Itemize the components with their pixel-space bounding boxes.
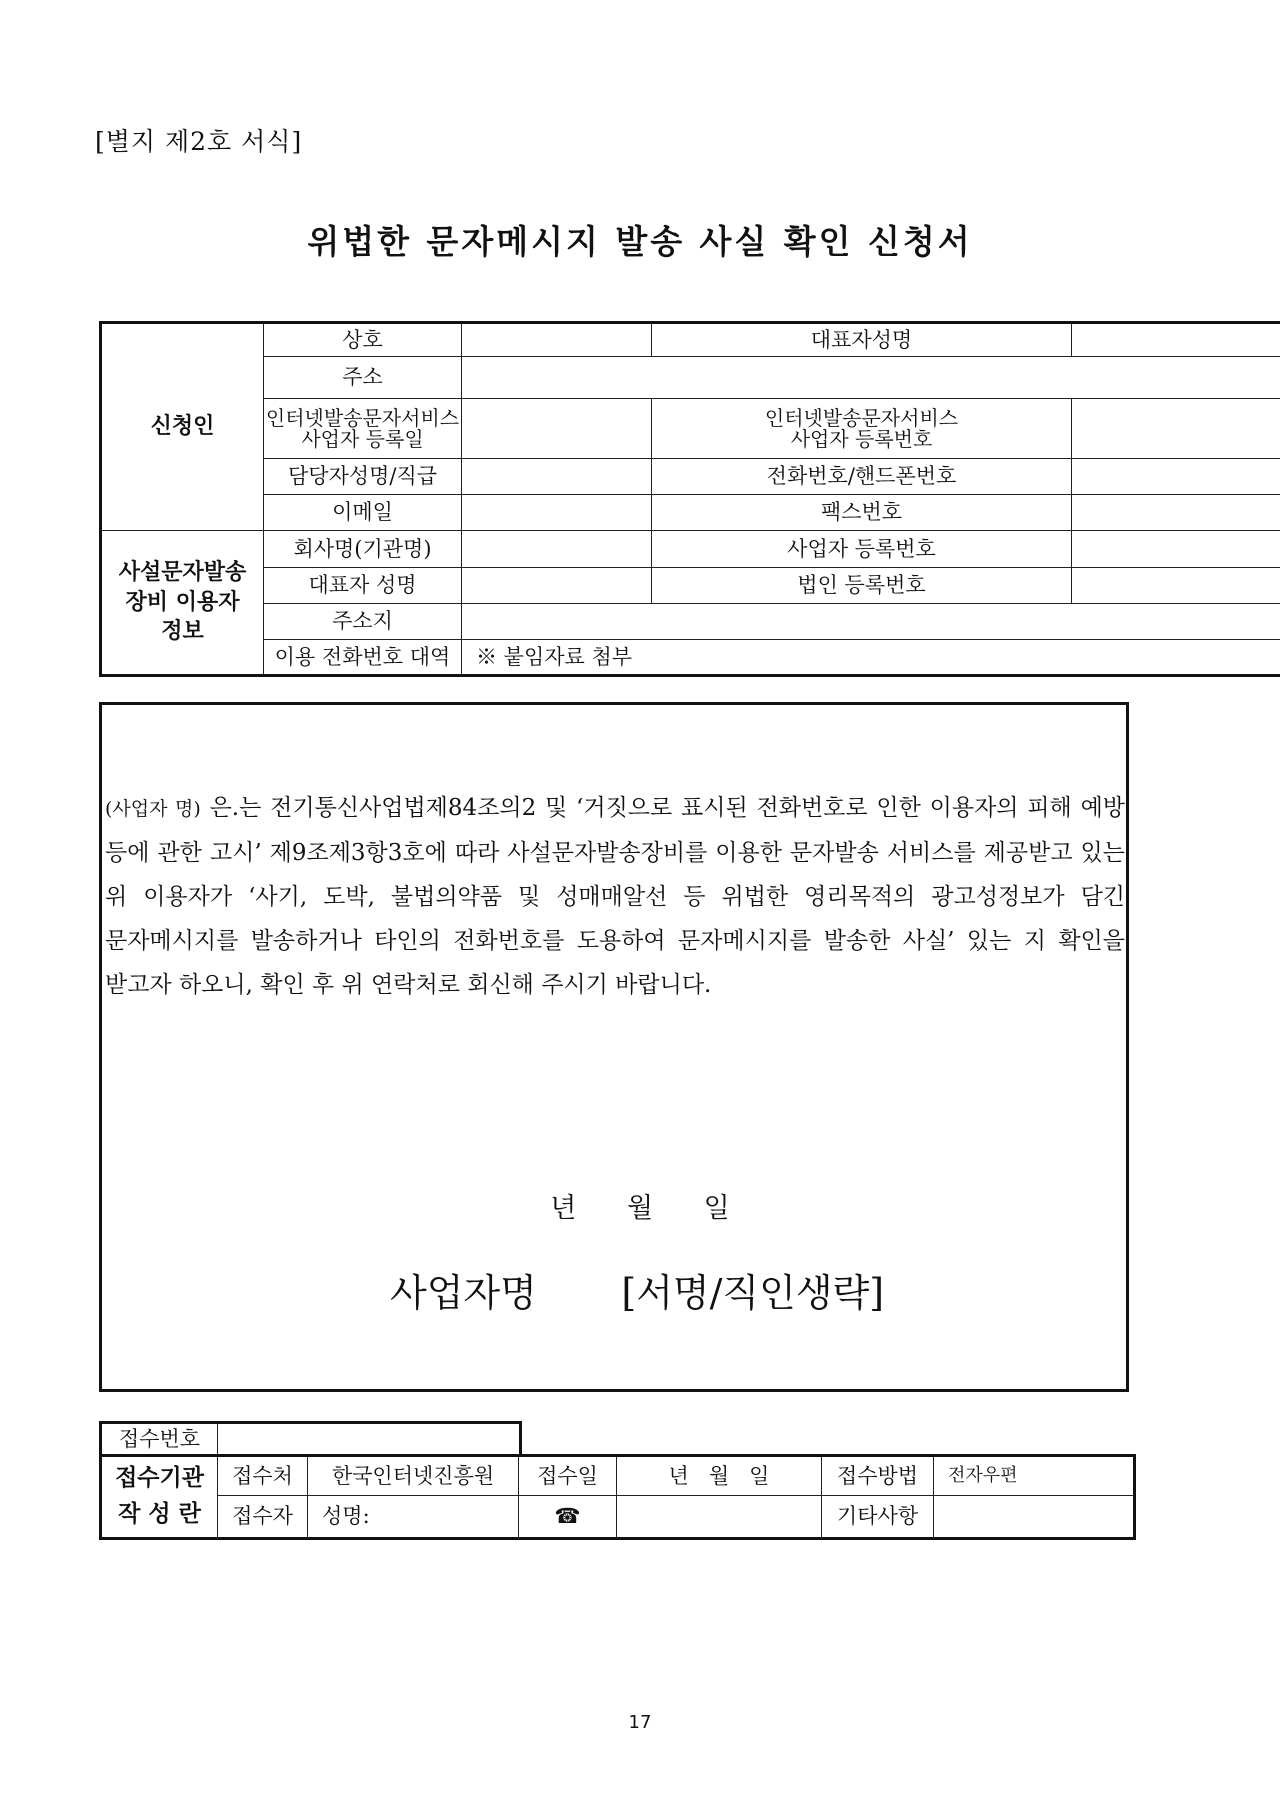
trade-name-label: 상호 — [264, 323, 462, 357]
business-reg-no-value[interactable] — [1072, 531, 1280, 568]
registration-date-value[interactable] — [462, 399, 652, 459]
receipt-number-value[interactable] — [218, 1423, 521, 1456]
receipt-office-label: 접수처 — [218, 1456, 308, 1496]
statement-body: 은.는 전기통신사업법제84조의2 및 ‘거짓으로 표시된 전화번호로 인한 이용자의 피해 예방 등에 관한 고시’ 제9조제3항3호에 따라 사설문자발송장비를 이용한 문자발송 서비스를 제공받고 있는 위 이용자가 ‘사기, 도박, 불법의약품 및 성매매알선 등 위법한 영리목적의 광고성정보가 담긴 문자메시지를 발송하거나 타인의 전화번호를 도용하여 문자메시지를 발송한 사실’ 있는 지 확인을 받고자 하오니, 확인 후 위 연락처로 회신해 주시기 바랍니다. — [105, 795, 1126, 998]
user-address-value[interactable] — [462, 604, 1280, 640]
registration-date-label: 인터넷발송문자서비스 사업자 등록일 — [264, 399, 462, 459]
receipt-office-value: 한국인터넷진흥원 — [308, 1456, 519, 1496]
address-value[interactable] — [462, 357, 1280, 399]
other-notes-label: 기타사항 — [822, 1496, 934, 1539]
receipt-method-value: 전자우편 — [934, 1456, 1135, 1496]
receiver-value: 성명: — [308, 1496, 519, 1539]
registration-number-value[interactable] — [1072, 399, 1280, 459]
email-label: 이메일 — [264, 495, 462, 531]
phone-range-label: 이용 전화번호 대역 — [264, 640, 462, 676]
business-name-placeholder: (사업자 명) — [105, 798, 201, 820]
representative-value[interactable] — [462, 568, 652, 604]
phone-value[interactable] — [617, 1496, 822, 1539]
phone-icon: ☎ — [519, 1496, 617, 1539]
representative-name-value[interactable] — [1072, 323, 1280, 357]
business-reg-no-label: 사업자 등록번호 — [652, 531, 1072, 568]
contact-name-title-value[interactable] — [462, 459, 652, 495]
statement-paragraph — [105, 786, 1125, 1007]
phone-range-value: ※ 붙임자료 첨부 — [462, 640, 1280, 676]
statement-date: 년 월 일 — [550, 1193, 730, 1224]
page-number: 17 — [628, 1712, 652, 1733]
fax-value[interactable] — [1072, 495, 1280, 531]
receiver-label: 접수자 — [218, 1496, 308, 1539]
applicant-info-table — [99, 321, 1280, 677]
receipt-date-label: 접수일 — [519, 1456, 617, 1496]
receipt-date-value: 년 월 일 — [617, 1456, 822, 1496]
phone-mobile-value[interactable] — [1072, 459, 1280, 495]
address-label: 주소 — [264, 357, 462, 399]
user-info-group-label: 사설문자발송 장비 이용자 정보 — [101, 531, 264, 676]
user-address-label: 주소지 — [264, 604, 462, 640]
signature-line: 사업자명 [서명/직인생략] — [390, 1271, 885, 1315]
receipt-number-table — [99, 1421, 522, 1456]
registration-number-label: 인터넷발송문자서비스 사업자 등록번호 — [652, 399, 1072, 459]
fax-label: 팩스번호 — [652, 495, 1072, 531]
email-value[interactable] — [462, 495, 652, 531]
other-notes-value[interactable] — [934, 1496, 1135, 1539]
contact-name-title-label: 담당자성명/직급 — [264, 459, 462, 495]
company-name-value[interactable] — [462, 531, 652, 568]
applicant-group-label: 신청인 — [101, 323, 264, 531]
representative-label: 대표자 성명 — [264, 568, 462, 604]
document-title: 위법한 문자메시지 발송 사실 확인 신청서 — [307, 222, 973, 261]
receipt-method-label: 접수방법 — [822, 1456, 934, 1496]
form-number-label: [별지 제2호 서식] — [95, 127, 303, 156]
phone-mobile-label: 전화번호/핸드폰번호 — [652, 459, 1072, 495]
receipt-group-label: 접수기관 작 성 란 — [101, 1456, 218, 1539]
corporate-reg-no-value[interactable] — [1072, 568, 1280, 604]
corporate-reg-no-label: 법인 등록번호 — [652, 568, 1072, 604]
company-name-label: 회사명(기관명) — [264, 531, 462, 568]
receipt-table — [99, 1454, 1136, 1540]
trade-name-value[interactable] — [462, 323, 652, 357]
representative-name-label: 대표자성명 — [652, 323, 1072, 357]
receipt-number-label: 접수번호 — [101, 1423, 218, 1456]
